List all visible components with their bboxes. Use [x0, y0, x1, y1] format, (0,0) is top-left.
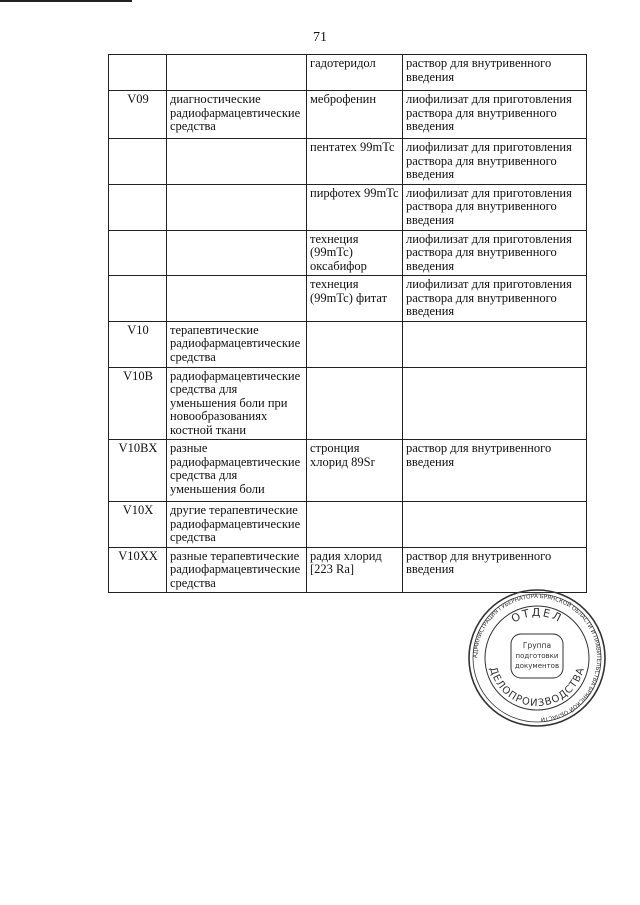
- dosage-form-cell: [403, 502, 587, 548]
- drug-name-cell: стронция хлорид 89Sr: [307, 440, 403, 502]
- dosage-form-cell: [403, 367, 587, 440]
- group-cell: другие терапевтические радиофармацевтические средства: [167, 502, 307, 548]
- drug-name-cell: радия хлорид [223 Ra]: [307, 547, 403, 593]
- table-body: [109, 55, 587, 593]
- group-cell: радиофармацевтические средства для уменьшения боли при новообразованиях костной ткани: [167, 367, 307, 440]
- dosage-form-cell: лиофилизат для приготовления раствора для внутривенного введения: [403, 276, 587, 322]
- drug-name-cell: пентатех 99mTc: [307, 139, 403, 185]
- group-cell: разные терапевтические радиофармацевтические средства: [167, 547, 307, 593]
- table-row: [109, 139, 587, 185]
- atc-code-cell: [109, 276, 167, 322]
- table-row: [109, 440, 587, 502]
- table-row: [109, 547, 587, 593]
- drug-name-cell: [307, 321, 403, 367]
- dosage-form-cell: лиофилизат для приготовления раствора для внутривенного введения: [403, 230, 587, 276]
- dosage-form-cell: [403, 321, 587, 367]
- group-cell: [167, 184, 307, 230]
- atc-code-cell: [109, 184, 167, 230]
- table-row: [109, 367, 587, 440]
- atc-code-cell: [109, 139, 167, 185]
- atc-code-cell: V10BX: [109, 440, 167, 502]
- stamp-outer-text: АДМИНИСТРАЦИЯ ГУБЕРНАТОРА БРЯНСКОЙ ОБЛАСТИ И ПРАВИТЕЛЬСТВА БРЯНСКОЙ ОБЛАСТИ: [472, 593, 602, 722]
- drug-name-cell: технеция (99mTc) фитат: [307, 276, 403, 322]
- table-row: [109, 55, 587, 91]
- dosage-form-cell: раствор для внутривенного введения: [403, 55, 587, 91]
- scan-edge-mark: [0, 0, 132, 2]
- group-cell: [167, 55, 307, 91]
- table-row: [109, 502, 587, 548]
- drug-name-cell: технеция (99mTc) оксабифор: [307, 230, 403, 276]
- table-row: [109, 184, 587, 230]
- drug-name-cell: [307, 502, 403, 548]
- atc-code-cell: V10XX: [109, 547, 167, 593]
- dosage-form-cell: лиофилизат для приготовления раствора для внутривенного введения: [403, 184, 587, 230]
- group-cell: [167, 139, 307, 185]
- dosage-form-cell: раствор для внутривенного введения: [403, 440, 587, 502]
- dosage-form-cell: раствор для внутривенного введения: [403, 547, 587, 593]
- stamp-center-line-2: подготовки: [515, 652, 559, 660]
- atc-code-cell: V10X: [109, 502, 167, 548]
- page-number: 71: [313, 30, 327, 45]
- group-cell: разные радиофармацевтические средства для уменьшения боли: [167, 440, 307, 502]
- atc-code-cell: V10: [109, 321, 167, 367]
- group-cell: диагностические радиофармацевтические средства: [167, 91, 307, 139]
- table-row: [109, 230, 587, 276]
- group-cell: [167, 276, 307, 322]
- office-stamp: [467, 588, 607, 728]
- stamp-bottom-word: ДЕЛОПРОИЗВОДСТВА: [487, 665, 587, 710]
- group-cell: терапевтические радиофармацевтические средства: [167, 321, 307, 367]
- table-row: [109, 91, 587, 139]
- atc-code-cell: V09: [109, 91, 167, 139]
- atc-code-cell: V10B: [109, 367, 167, 440]
- stamp-top-word: ОТДЕЛ: [509, 605, 565, 626]
- drug-name-cell: гадотеридол: [307, 55, 403, 91]
- drug-name-cell: пирфотех 99mTc: [307, 184, 403, 230]
- drug-table: [108, 54, 587, 593]
- drug-name-cell: меброфенин: [307, 91, 403, 139]
- table-row: [109, 276, 587, 322]
- stamp-center-line-3: документов: [514, 662, 560, 670]
- dosage-form-cell: лиофилизат для приготовления раствора для внутривенного введения: [403, 139, 587, 185]
- group-cell: [167, 230, 307, 276]
- dosage-form-cell: лиофилизат для приготовления раствора для внутривенного введения: [403, 91, 587, 139]
- atc-code-cell: [109, 55, 167, 91]
- drug-name-cell: [307, 367, 403, 440]
- stamp-seal-icon: [467, 588, 607, 728]
- table-row: [109, 321, 587, 367]
- atc-code-cell: [109, 230, 167, 276]
- stamp-center-line-1: Группа: [522, 641, 552, 650]
